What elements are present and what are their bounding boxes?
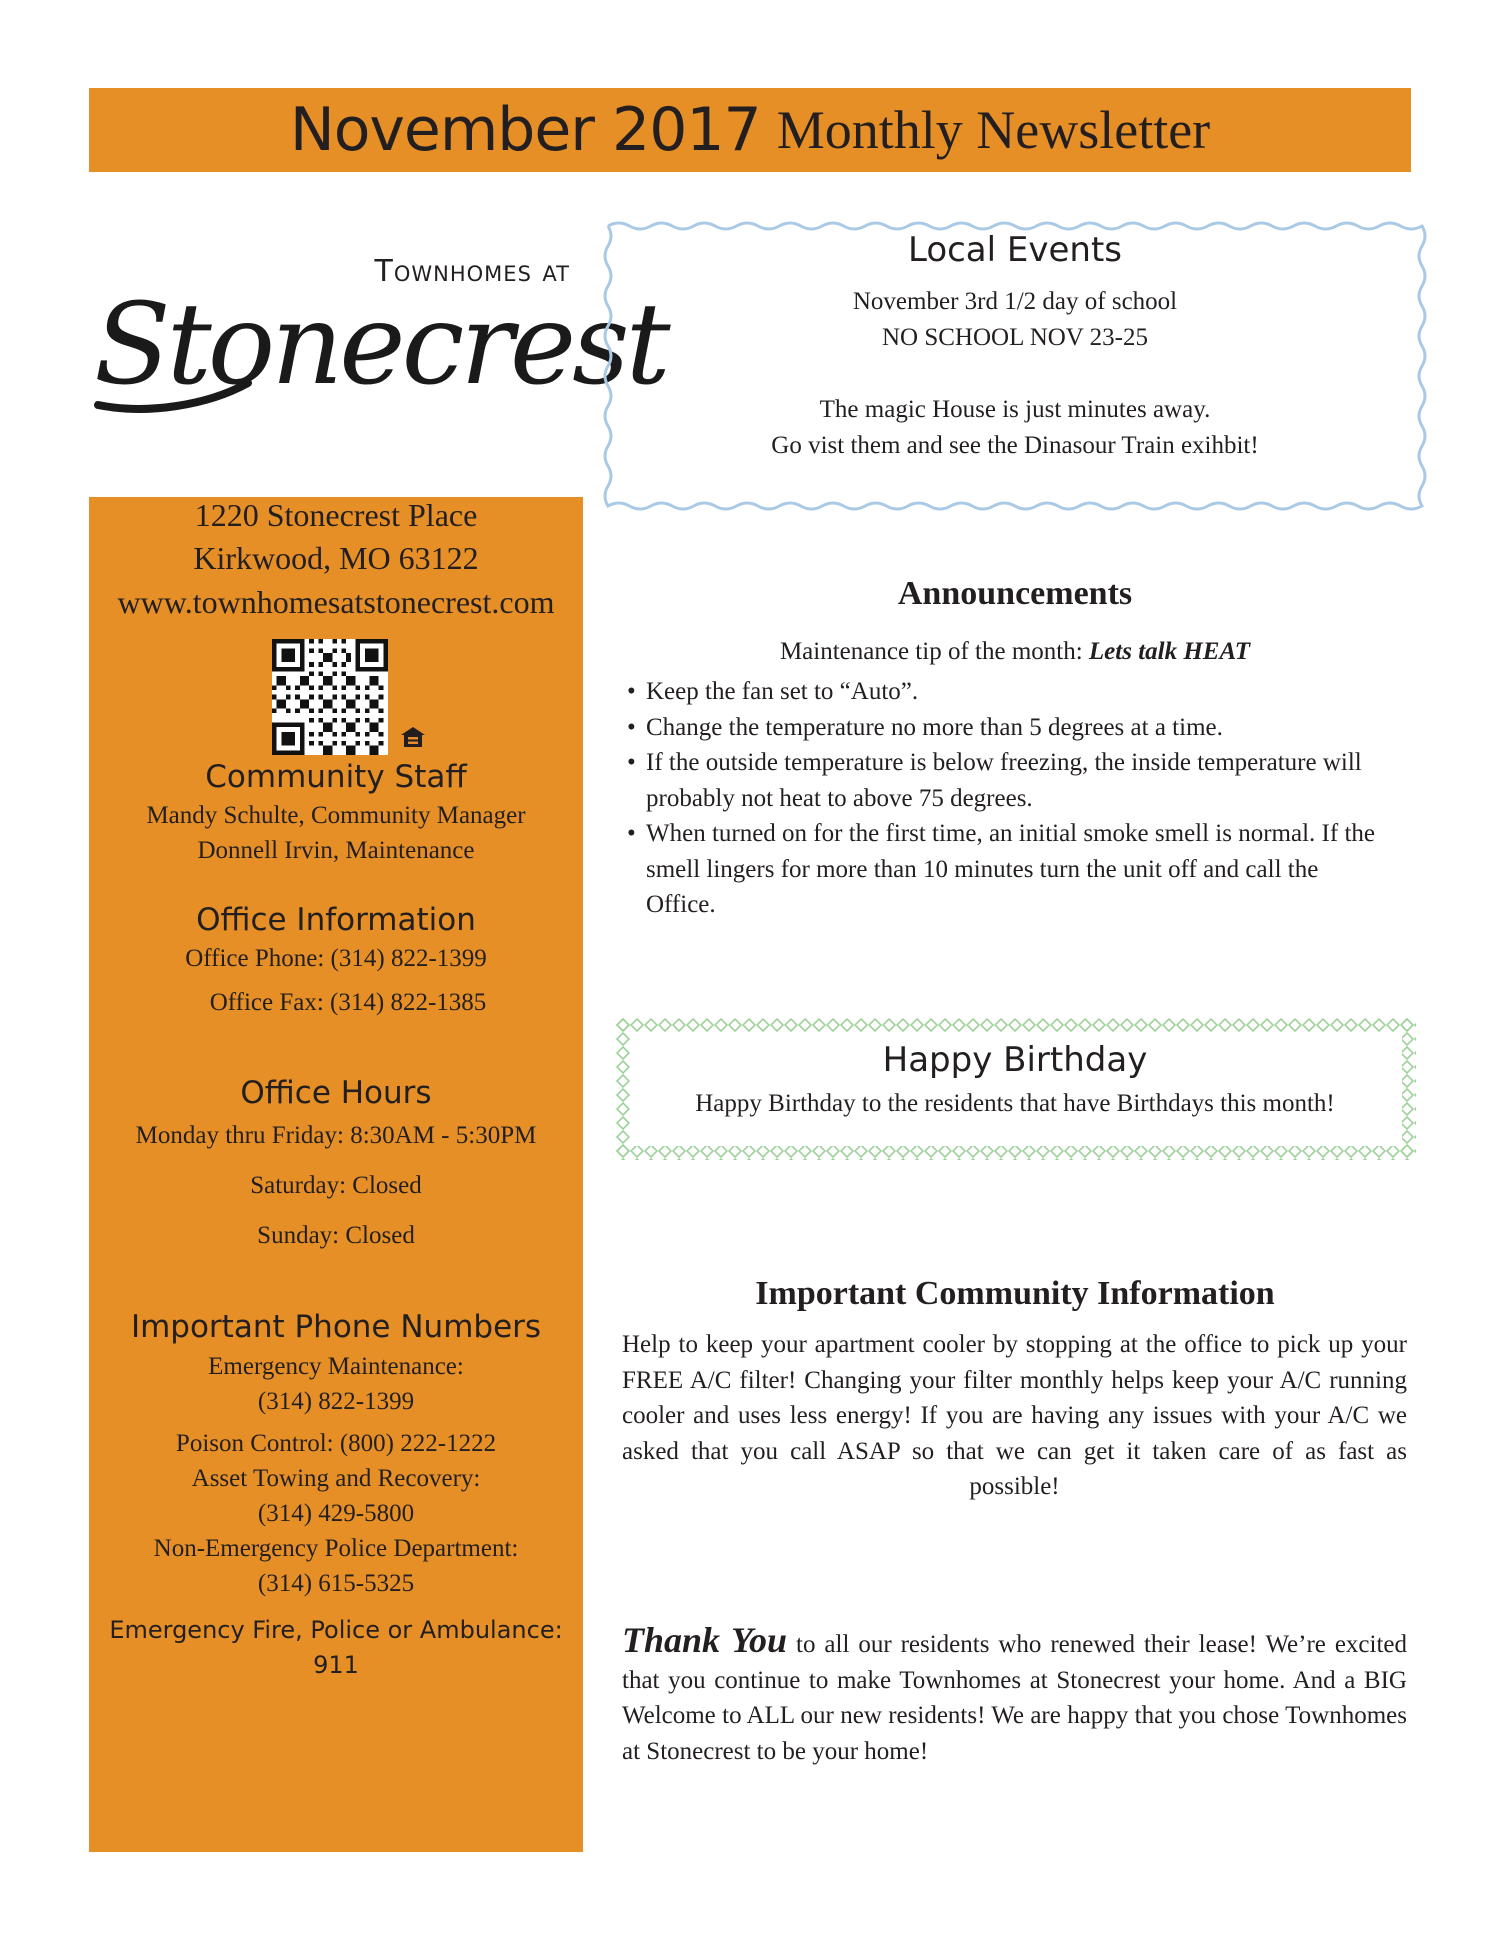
qr-module <box>369 658 374 663</box>
qr-module <box>272 685 277 690</box>
phone-line: (314) 822-1399 <box>257 1388 415 1415</box>
qr-module <box>374 658 379 663</box>
qr-module <box>318 709 323 714</box>
qr-module <box>291 667 296 672</box>
qr-module <box>300 741 305 746</box>
qr-module <box>281 653 286 658</box>
qr-module <box>304 704 309 709</box>
qr-module <box>300 704 305 709</box>
qr-module <box>300 681 305 686</box>
qr-module <box>309 648 314 653</box>
qr-module <box>277 750 282 755</box>
qr-module <box>323 676 328 681</box>
qr-module <box>318 741 323 746</box>
qr-module <box>346 658 351 663</box>
qr-module <box>286 658 291 663</box>
qr-module <box>374 723 379 728</box>
qr-module <box>286 750 291 755</box>
qr-module <box>365 667 370 672</box>
office-info-heading: Office Information <box>196 902 476 938</box>
list-item: • If the outside temperature is below freezing, the inside temperature will probably not heat to above 75 degrees. <box>627 745 1387 816</box>
qr-module <box>379 685 384 690</box>
qr-module <box>374 681 379 686</box>
qr-module <box>277 681 282 686</box>
qr-module <box>323 746 328 751</box>
website-link[interactable]: www.townhomesatstonecrest.com <box>117 584 555 620</box>
qr-module <box>286 685 291 690</box>
qr-module <box>300 667 305 672</box>
event-line: NO SCHOOL NOV 23-25 <box>882 324 1148 351</box>
qr-module <box>318 695 323 700</box>
qr-module <box>328 704 333 709</box>
phone-line: (314) 429-5800 <box>257 1500 415 1527</box>
qr-module <box>300 736 305 741</box>
qr-module <box>346 727 351 732</box>
qr-module <box>281 667 286 672</box>
logo-script-text: Stonecrest <box>94 280 667 410</box>
qr-module <box>272 695 277 700</box>
qr-module <box>369 727 374 732</box>
qr-module <box>365 658 370 663</box>
qr-module <box>286 667 291 672</box>
qr-module <box>365 741 370 746</box>
qr-module <box>272 741 277 746</box>
qr-module <box>356 732 361 737</box>
qr-module <box>309 639 314 644</box>
qr-module <box>323 681 328 686</box>
qr-module <box>328 699 333 704</box>
staff-member: Donnell Irvin, Maintenance <box>197 837 475 864</box>
qr-module <box>318 718 323 723</box>
qr-module <box>272 662 277 667</box>
address-line-2: Kirkwood, MO 63122 <box>193 540 479 576</box>
qr-module <box>272 736 277 741</box>
qr-module <box>272 750 277 755</box>
qr-module <box>300 723 305 728</box>
qr-module <box>379 639 384 644</box>
qr-module <box>365 718 370 723</box>
qr-module <box>295 667 300 672</box>
qr-module <box>291 736 296 741</box>
qr-module <box>272 667 277 672</box>
qr-module <box>379 732 384 737</box>
stonecrest-logo-script <box>88 255 667 415</box>
tip-topic: Lets talk HEAT <box>1088 638 1251 665</box>
qr-module <box>295 723 300 728</box>
qr-module <box>332 648 337 653</box>
qr-module <box>304 676 309 681</box>
qr-module <box>300 662 305 667</box>
qr-module <box>328 750 333 755</box>
qr-module <box>369 667 374 672</box>
qr-module <box>369 681 374 686</box>
qr-module <box>332 709 337 714</box>
qr-module <box>332 741 337 746</box>
office-hours-heading: Office Hours <box>240 1075 432 1111</box>
qr-module <box>346 723 351 728</box>
event-line: The magic House is just minutes away. <box>819 396 1211 423</box>
qr-module <box>346 750 351 755</box>
qr-module <box>286 695 291 700</box>
office-phone: Office Phone: (314) 822-1399 <box>185 945 487 972</box>
qr-module <box>383 662 388 667</box>
birthday-box <box>620 1040 1410 1118</box>
qr-module <box>332 685 337 690</box>
qr-module <box>277 676 282 681</box>
qr-module <box>304 699 309 704</box>
announcements-heading: Announcements <box>897 575 1133 612</box>
qr-module <box>277 704 282 709</box>
qr-module <box>300 732 305 737</box>
qr-module <box>318 662 323 667</box>
qr-module <box>328 681 333 686</box>
qr-module <box>356 685 361 690</box>
qr-module <box>369 699 374 704</box>
qr-module <box>272 644 277 649</box>
qr-module <box>383 644 388 649</box>
qr-module <box>286 709 291 714</box>
hours-line: Sunday: Closed <box>257 1222 415 1249</box>
local-events-box <box>610 228 1420 464</box>
qr-module <box>281 699 286 704</box>
qr-module <box>281 750 286 755</box>
birthday-text: Happy Birthday to the residents that have Birthdays this month! <box>695 1090 1335 1117</box>
qr-module <box>342 639 347 644</box>
qr-module <box>356 667 361 672</box>
staff-member: Mandy Schulte, Community Manager <box>146 802 526 829</box>
qr-module <box>295 639 300 644</box>
qr-module <box>374 653 379 658</box>
event-line: November 3rd 1/2 day of school <box>852 288 1178 315</box>
qr-module <box>281 704 286 709</box>
qr-module <box>328 746 333 751</box>
office-fax: Office Fax: (314) 822-1385 <box>209 989 487 1016</box>
qr-module <box>309 732 314 737</box>
qr-module <box>272 648 277 653</box>
event-line: Go vist them and see the Dinasour Train exihbit! <box>771 432 1259 459</box>
qr-module <box>346 704 351 709</box>
phone-line: Emergency Maintenance: <box>208 1353 464 1380</box>
qr-module <box>309 695 314 700</box>
qr-module <box>277 639 282 644</box>
qr-module <box>356 662 361 667</box>
qr-module <box>369 723 374 728</box>
qr-module <box>383 648 388 653</box>
qr-module <box>291 723 296 728</box>
qr-module <box>277 667 282 672</box>
qr-module <box>374 667 379 672</box>
qr-module <box>318 685 323 690</box>
qr-module <box>374 648 379 653</box>
qr-module <box>332 639 337 644</box>
qr-module <box>342 685 347 690</box>
qr-module <box>309 685 314 690</box>
qr-module <box>300 653 305 658</box>
qr-module <box>356 648 361 653</box>
qr-module <box>374 704 379 709</box>
qr-module <box>272 658 277 663</box>
list-item: • Keep the fan set to “Auto”. <box>627 674 1387 710</box>
qr-module <box>374 699 379 704</box>
qr-module <box>356 709 361 714</box>
qr-module <box>281 741 286 746</box>
qr-module <box>309 662 314 667</box>
qr-module <box>328 653 333 658</box>
qr-module <box>365 732 370 737</box>
qr-module <box>300 676 305 681</box>
local-events-heading: Local Events <box>907 230 1123 270</box>
qr-module <box>356 658 361 663</box>
qr-module <box>374 746 379 751</box>
emergency-line: Emergency Fire, Police or Ambulance: <box>109 1616 563 1644</box>
qr-module <box>342 671 347 676</box>
qr-module <box>342 741 347 746</box>
qr-module <box>323 704 328 709</box>
qr-module <box>342 718 347 723</box>
qr-module <box>323 727 328 732</box>
qr-module <box>277 699 282 704</box>
qr-module <box>383 667 388 672</box>
qr-module <box>286 653 291 658</box>
qr-module <box>365 695 370 700</box>
qr-module <box>369 639 374 644</box>
qr-module <box>383 658 388 663</box>
community-info-text: Help to keep your apartment cooler by stopping at the office to pick up your FREE A/C filter! Changing your filter monthly helps keep your A/C running cooler and uses less energy! If you are having any issues with your A/C we asked that you call ASAP so that we can get it taken care of as fast as possible! <box>622 1331 1407 1500</box>
qr-module <box>351 727 356 732</box>
qr-module <box>295 750 300 755</box>
qr-module <box>360 639 365 644</box>
newsletter-title-banner <box>89 88 1411 172</box>
qr-module <box>369 704 374 709</box>
list-item: • When turned on for the first time, an initial smoke smell is normal. If the smell lingers for more than 10 minutes turn the unit off and call the Office. <box>627 816 1387 923</box>
thank-you-text: to all our residents who renewed their lease! We’re excited that you continue to make Townhomes at Stonecrest your home. And a BIG Welcome to ALL our new residents! We are happy that you chose Townhomes at Stonecrest to be your home! <box>622 1631 1407 1765</box>
qr-module <box>295 695 300 700</box>
qr-module <box>342 648 347 653</box>
qr-module <box>309 671 314 676</box>
qr-module <box>346 699 351 704</box>
qr-module <box>281 648 286 653</box>
title-month-year: November 2017 <box>289 95 761 165</box>
qr-module <box>369 746 374 751</box>
qr-module <box>300 644 305 649</box>
qr-module <box>300 648 305 653</box>
qr-module <box>295 709 300 714</box>
qr-module <box>295 685 300 690</box>
qr-module <box>351 723 356 728</box>
qr-module <box>351 750 356 755</box>
qr-module <box>323 699 328 704</box>
phone-line: Asset Towing and Recovery: <box>191 1465 481 1492</box>
qr-module <box>332 732 337 737</box>
qr-module <box>369 676 374 681</box>
qr-module <box>291 732 296 737</box>
qr-module <box>342 662 347 667</box>
qr-module <box>332 718 337 723</box>
list-item: • Change the temperature no more than 5 degrees at a time. <box>627 710 1387 746</box>
qr-module <box>272 653 277 658</box>
qr-module <box>365 685 370 690</box>
qr-module <box>346 653 351 658</box>
qr-module <box>328 727 333 732</box>
qr-module <box>356 639 361 644</box>
qr-module <box>342 695 347 700</box>
qr-module <box>379 709 384 714</box>
qr-module <box>351 704 356 709</box>
qr-module <box>356 741 361 746</box>
qr-module <box>272 723 277 728</box>
qr-module <box>286 648 291 653</box>
equal-housing-icon <box>399 725 427 749</box>
qr-module <box>351 681 356 686</box>
qr-module <box>318 671 323 676</box>
qr-module <box>300 639 305 644</box>
thank-you-paragraph <box>622 1620 1407 1769</box>
qr-module <box>272 639 277 644</box>
qr-code <box>272 639 388 755</box>
phone-line: (314) 615-5325 <box>257 1570 415 1597</box>
announcements-list <box>627 674 1387 923</box>
hours-line: Saturday: Closed <box>250 1172 422 1199</box>
qr-module <box>323 653 328 658</box>
qr-module <box>318 639 323 644</box>
qr-module <box>342 732 347 737</box>
qr-module <box>272 709 277 714</box>
qr-module <box>300 699 305 704</box>
qr-module <box>379 718 384 723</box>
logo-townhomes-at: Townhomes at <box>374 254 570 289</box>
qr-module <box>286 732 291 737</box>
qr-module <box>332 695 337 700</box>
community-info-heading: Important Community Information <box>755 1275 1275 1312</box>
qr-module <box>304 681 309 686</box>
qr-module <box>383 639 388 644</box>
qr-module <box>356 718 361 723</box>
qr-module <box>365 709 370 714</box>
qr-module <box>379 741 384 746</box>
title-subtitle: Monthly Newsletter <box>776 100 1211 160</box>
qr-module <box>379 667 384 672</box>
qr-module <box>346 676 351 681</box>
qr-module <box>351 699 356 704</box>
qr-module <box>318 732 323 737</box>
qr-module <box>356 653 361 658</box>
maintenance-tip <box>610 638 1420 666</box>
qr-module <box>379 695 384 700</box>
qr-module <box>351 676 356 681</box>
qr-module <box>374 639 379 644</box>
qr-module <box>286 723 291 728</box>
qr-module <box>328 723 333 728</box>
qr-module <box>281 658 286 663</box>
tip-prefix: Maintenance tip of the month: <box>779 638 1089 665</box>
qr-module <box>281 732 286 737</box>
qr-module <box>323 723 328 728</box>
qr-module <box>374 750 379 755</box>
qr-module <box>318 648 323 653</box>
qr-module <box>365 639 370 644</box>
qr-module <box>300 750 305 755</box>
hours-line: Monday thru Friday: 8:30AM - 5:30PM <box>135 1122 537 1149</box>
qr-module <box>281 681 286 686</box>
qr-module <box>272 727 277 732</box>
qr-module <box>351 746 356 751</box>
qr-module <box>356 695 361 700</box>
qr-module <box>300 746 305 751</box>
phone-line: Poison Control: (800) 222-1222 <box>175 1430 497 1457</box>
qr-module <box>291 658 296 663</box>
qr-module <box>323 750 328 755</box>
qr-module <box>286 639 291 644</box>
qr-module <box>365 648 370 653</box>
qr-module <box>369 750 374 755</box>
qr-module <box>328 658 333 663</box>
qr-module <box>291 648 296 653</box>
qr-module <box>291 741 296 746</box>
qr-module <box>281 736 286 741</box>
contact-sidebar <box>89 497 583 1852</box>
qr-module <box>360 667 365 672</box>
qr-module <box>369 653 374 658</box>
qr-module <box>342 709 347 714</box>
birthday-heading: Happy Birthday <box>882 1040 1148 1080</box>
qr-module <box>300 658 305 663</box>
qr-module <box>346 746 351 751</box>
address-line-1: 1220 Stonecrest Place <box>194 497 478 533</box>
thank-you-lead: Thank You <box>622 1620 788 1660</box>
phone-numbers-heading: Important Phone Numbers <box>130 1309 542 1345</box>
qr-module <box>272 732 277 737</box>
qr-module <box>374 676 379 681</box>
qr-module <box>291 639 296 644</box>
qr-module <box>286 741 291 746</box>
qr-module <box>346 681 351 686</box>
qr-module <box>281 723 286 728</box>
qr-module <box>369 648 374 653</box>
qr-module <box>332 671 337 676</box>
qr-module <box>383 653 388 658</box>
qr-module <box>374 727 379 732</box>
emergency-number: 911 <box>313 1651 359 1679</box>
phone-line: Non-Emergency Police Department: <box>153 1535 519 1562</box>
staff-heading: Community Staff <box>205 759 467 795</box>
qr-module <box>365 653 370 658</box>
qr-module <box>291 750 296 755</box>
qr-module <box>323 658 328 663</box>
qr-module <box>300 727 305 732</box>
qr-module <box>328 676 333 681</box>
qr-module <box>286 736 291 741</box>
qr-module <box>291 653 296 658</box>
qr-module <box>356 644 361 649</box>
qr-module <box>309 709 314 714</box>
qr-module <box>281 676 286 681</box>
qr-module <box>332 662 337 667</box>
qr-module <box>272 746 277 751</box>
qr-module <box>309 718 314 723</box>
qr-module <box>281 639 286 644</box>
qr-module <box>309 741 314 746</box>
qr-module <box>277 723 282 728</box>
